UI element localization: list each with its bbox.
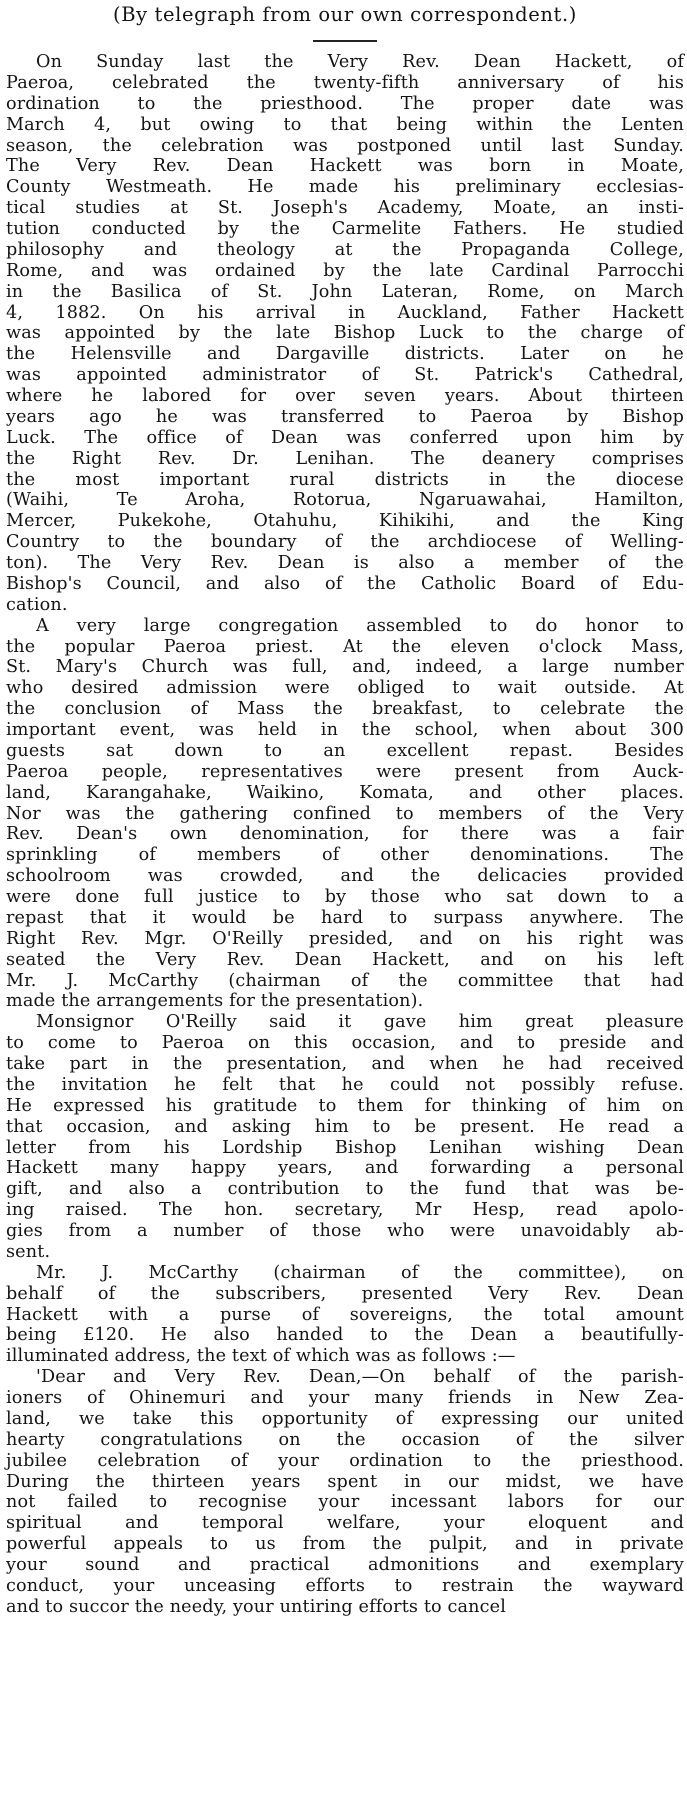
text-line: illuminated address, the text of which was as follows :— (6, 1346, 516, 1367)
text-line: March 4, but owing to that being within the Lenten (6, 114, 684, 135)
text-line: ton). The Very Rev. Dean is also a member of the (6, 553, 684, 573)
text-line: Rev. Dean's own denomination, for there was a fair (6, 824, 684, 845)
text-line: Right Rev. Mgr. O'Reilly presided, and on his right was (6, 928, 684, 949)
text-line: the conclusion of Mass the breakfast, to celebrate the (6, 699, 684, 720)
text-line: Country to the boundary of the archdiocese of Welling- (6, 532, 684, 553)
text-line: cation. (6, 594, 68, 615)
text-line: Monsignor O'Reilly said it gave him great pleasure (36, 1012, 684, 1033)
text-line: A very large congregation assembled to do honor to (36, 615, 684, 636)
text-line: season, the celebration was postponed until last Sunday. (6, 135, 684, 156)
text-line: sent. (6, 1241, 51, 1262)
text-line: 'Dear and Very Rev. Dean,—On behalf of the parish- (36, 1367, 684, 1388)
article-body (6, 52, 684, 1618)
text-line: repast that it would be hard to surpass anywhere. The (6, 907, 684, 928)
text-line: tical studies at St. Joseph's Academy, Moate, an insti- (6, 198, 684, 219)
text-line: years ago he was transferred to Paeroa by Bishop (6, 406, 684, 427)
text-line: ioners of Ohinemuri and your many friends in New Zea- (6, 1388, 684, 1408)
text-line: County Westmeath. He made his preliminary ecclesias- (6, 177, 684, 198)
text-line: that occasion, and asking him to be present. He read a (6, 1116, 684, 1137)
text-line: were done full justice to by those who sat down to a (6, 887, 684, 907)
text-line: where he labored for over seven years. About thirteen (6, 386, 684, 406)
text-line: Mr. J. McCarthy (chairman of the committee), on (36, 1262, 684, 1283)
text-line: 4, 1882. On his arrival in Auckland, Father Hackett (6, 302, 684, 323)
text-line: He expressed his gratitude to them for thinking of him on (6, 1095, 684, 1116)
text-line: and to succor the needy, your untiring efforts to cancel (6, 1596, 507, 1617)
text-line: ordination to the priesthood. The proper date was (6, 93, 684, 114)
article-paragraph (6, 1263, 684, 1367)
text-line: the popular Paeroa priest. At the eleven o'clock Mass, (6, 636, 684, 657)
text-line: land, Karangahake, Waikino, Komata, and other places. (6, 782, 684, 803)
text-line: behalf of the subscribers, presented Very Rev. Dean (6, 1283, 684, 1304)
text-line: Rome, and was ordained by the late Cardinal Parrocchi (6, 260, 684, 281)
text-line: hearty congratulations on the occasion of the silver (6, 1429, 684, 1450)
text-line: Mercer, Pukekohe, Otahuhu, Kihikihi, and the King (6, 511, 684, 532)
article-paragraph (6, 616, 684, 1013)
text-line: Nor was the gathering confined to members of the Very (6, 803, 684, 824)
text-line: Hackett many happy years, and forwarding a personal (6, 1158, 684, 1179)
text-line: During the thirteen years spent in our midst, we have (6, 1471, 684, 1492)
text-line: the Helensville and Dargaville districts. Later on he (6, 344, 684, 365)
article-paragraph (6, 1012, 684, 1263)
text-line: take part in the presentation, and when he had received (6, 1054, 684, 1074)
text-line: tution conducted by the Carmelite Fathers. He studied (6, 219, 684, 239)
text-line: jubilee celebration of your ordination to the priesthood. (6, 1450, 684, 1471)
text-line: powerful appeals to us from the pulpit, and in private (6, 1534, 684, 1555)
text-line: to come to Paeroa on this occasion, and to preside and (6, 1033, 684, 1054)
text-line: was appointed by the late Bishop Luck to the charge of (6, 323, 684, 344)
text-line: On Sunday last the Very Rev. Dean Hackett, of (36, 52, 684, 72)
text-line: your sound and practical admonitions and exemplary (6, 1555, 684, 1575)
text-line: spiritual and temporal welfare, your eloquent and (6, 1513, 684, 1534)
newspaper-column (6, 0, 684, 1618)
text-line: being £120. He also handed to the Dean a beautifully- (6, 1325, 684, 1346)
article-paragraph (6, 52, 684, 616)
text-line: sprinkling of members of other denominations. The (6, 845, 684, 866)
text-line: who desired admission were obliged to wait outside. At (6, 678, 684, 699)
text-line: (Waihi, Te Aroha, Rotorua, Ngaruawahai, Hamilton, (6, 490, 684, 511)
text-line: The Very Rev. Dean Hackett was born in Moate, (6, 156, 684, 177)
text-line: land, we take this opportunity of expressing our united (6, 1408, 684, 1429)
text-line: St. Mary's Church was full, and, indeed, a large number (6, 657, 684, 678)
text-line: gies from a number of those who were unavoidably ab- (6, 1221, 684, 1241)
text-line: guests sat down to an excellent repast. Besides (6, 740, 684, 761)
text-line: seated the Very Rev. Dean Hackett, and on his left (6, 949, 684, 970)
text-line: not failed to recognise your incessant labors for our (6, 1492, 684, 1513)
dateline: (By telegraph from our own correspondent.) (112, 3, 577, 26)
text-line: conduct, your unceasing efforts to restrain the wayward (6, 1575, 684, 1596)
text-line: Hackett with a purse of sovereigns, the total amount (6, 1304, 684, 1325)
text-line: Mr. J. McCarthy (chairman of the committee that had (6, 970, 684, 991)
text-line: gift, and also a contribution to the fund that was be- (6, 1179, 684, 1200)
text-line: Paeroa people, representatives were present from Auck- (6, 761, 684, 782)
text-line: was appointed administrator of St. Patrick's Cathedral, (6, 365, 684, 386)
article-paragraph (6, 1367, 684, 1618)
separator-rule (313, 40, 377, 42)
text-line: letter from his Lordship Bishop Lenihan wishing Dean (6, 1137, 684, 1158)
text-line: important event, was held in the school, when about 300 (6, 720, 684, 740)
text-line: the most important rural districts in the diocese (6, 469, 684, 490)
text-line: Bishop's Council, and also of the Catholic Board of Edu- (6, 573, 684, 594)
text-line: philosophy and theology at the Propaganda College, (6, 239, 684, 260)
text-line: Paeroa, celebrated the twenty-fifth anniversary of his (6, 72, 684, 93)
text-line: in the Basilica of St. John Lateran, Rome, on March (6, 281, 684, 302)
text-line: ing raised. The hon. secretary, Mr Hesp, read apolo- (6, 1200, 684, 1221)
text-line: the invitation he felt that he could not possibly refuse. (6, 1074, 684, 1095)
text-line: made the arrangements for the presentation). (6, 991, 424, 1012)
text-line: the Right Rev. Dr. Lenihan. The deanery comprises (6, 448, 684, 469)
text-line: Luck. The office of Dean was conferred upon him by (6, 427, 684, 448)
text-line: schoolroom was crowded, and the delicacies provided (6, 866, 684, 887)
